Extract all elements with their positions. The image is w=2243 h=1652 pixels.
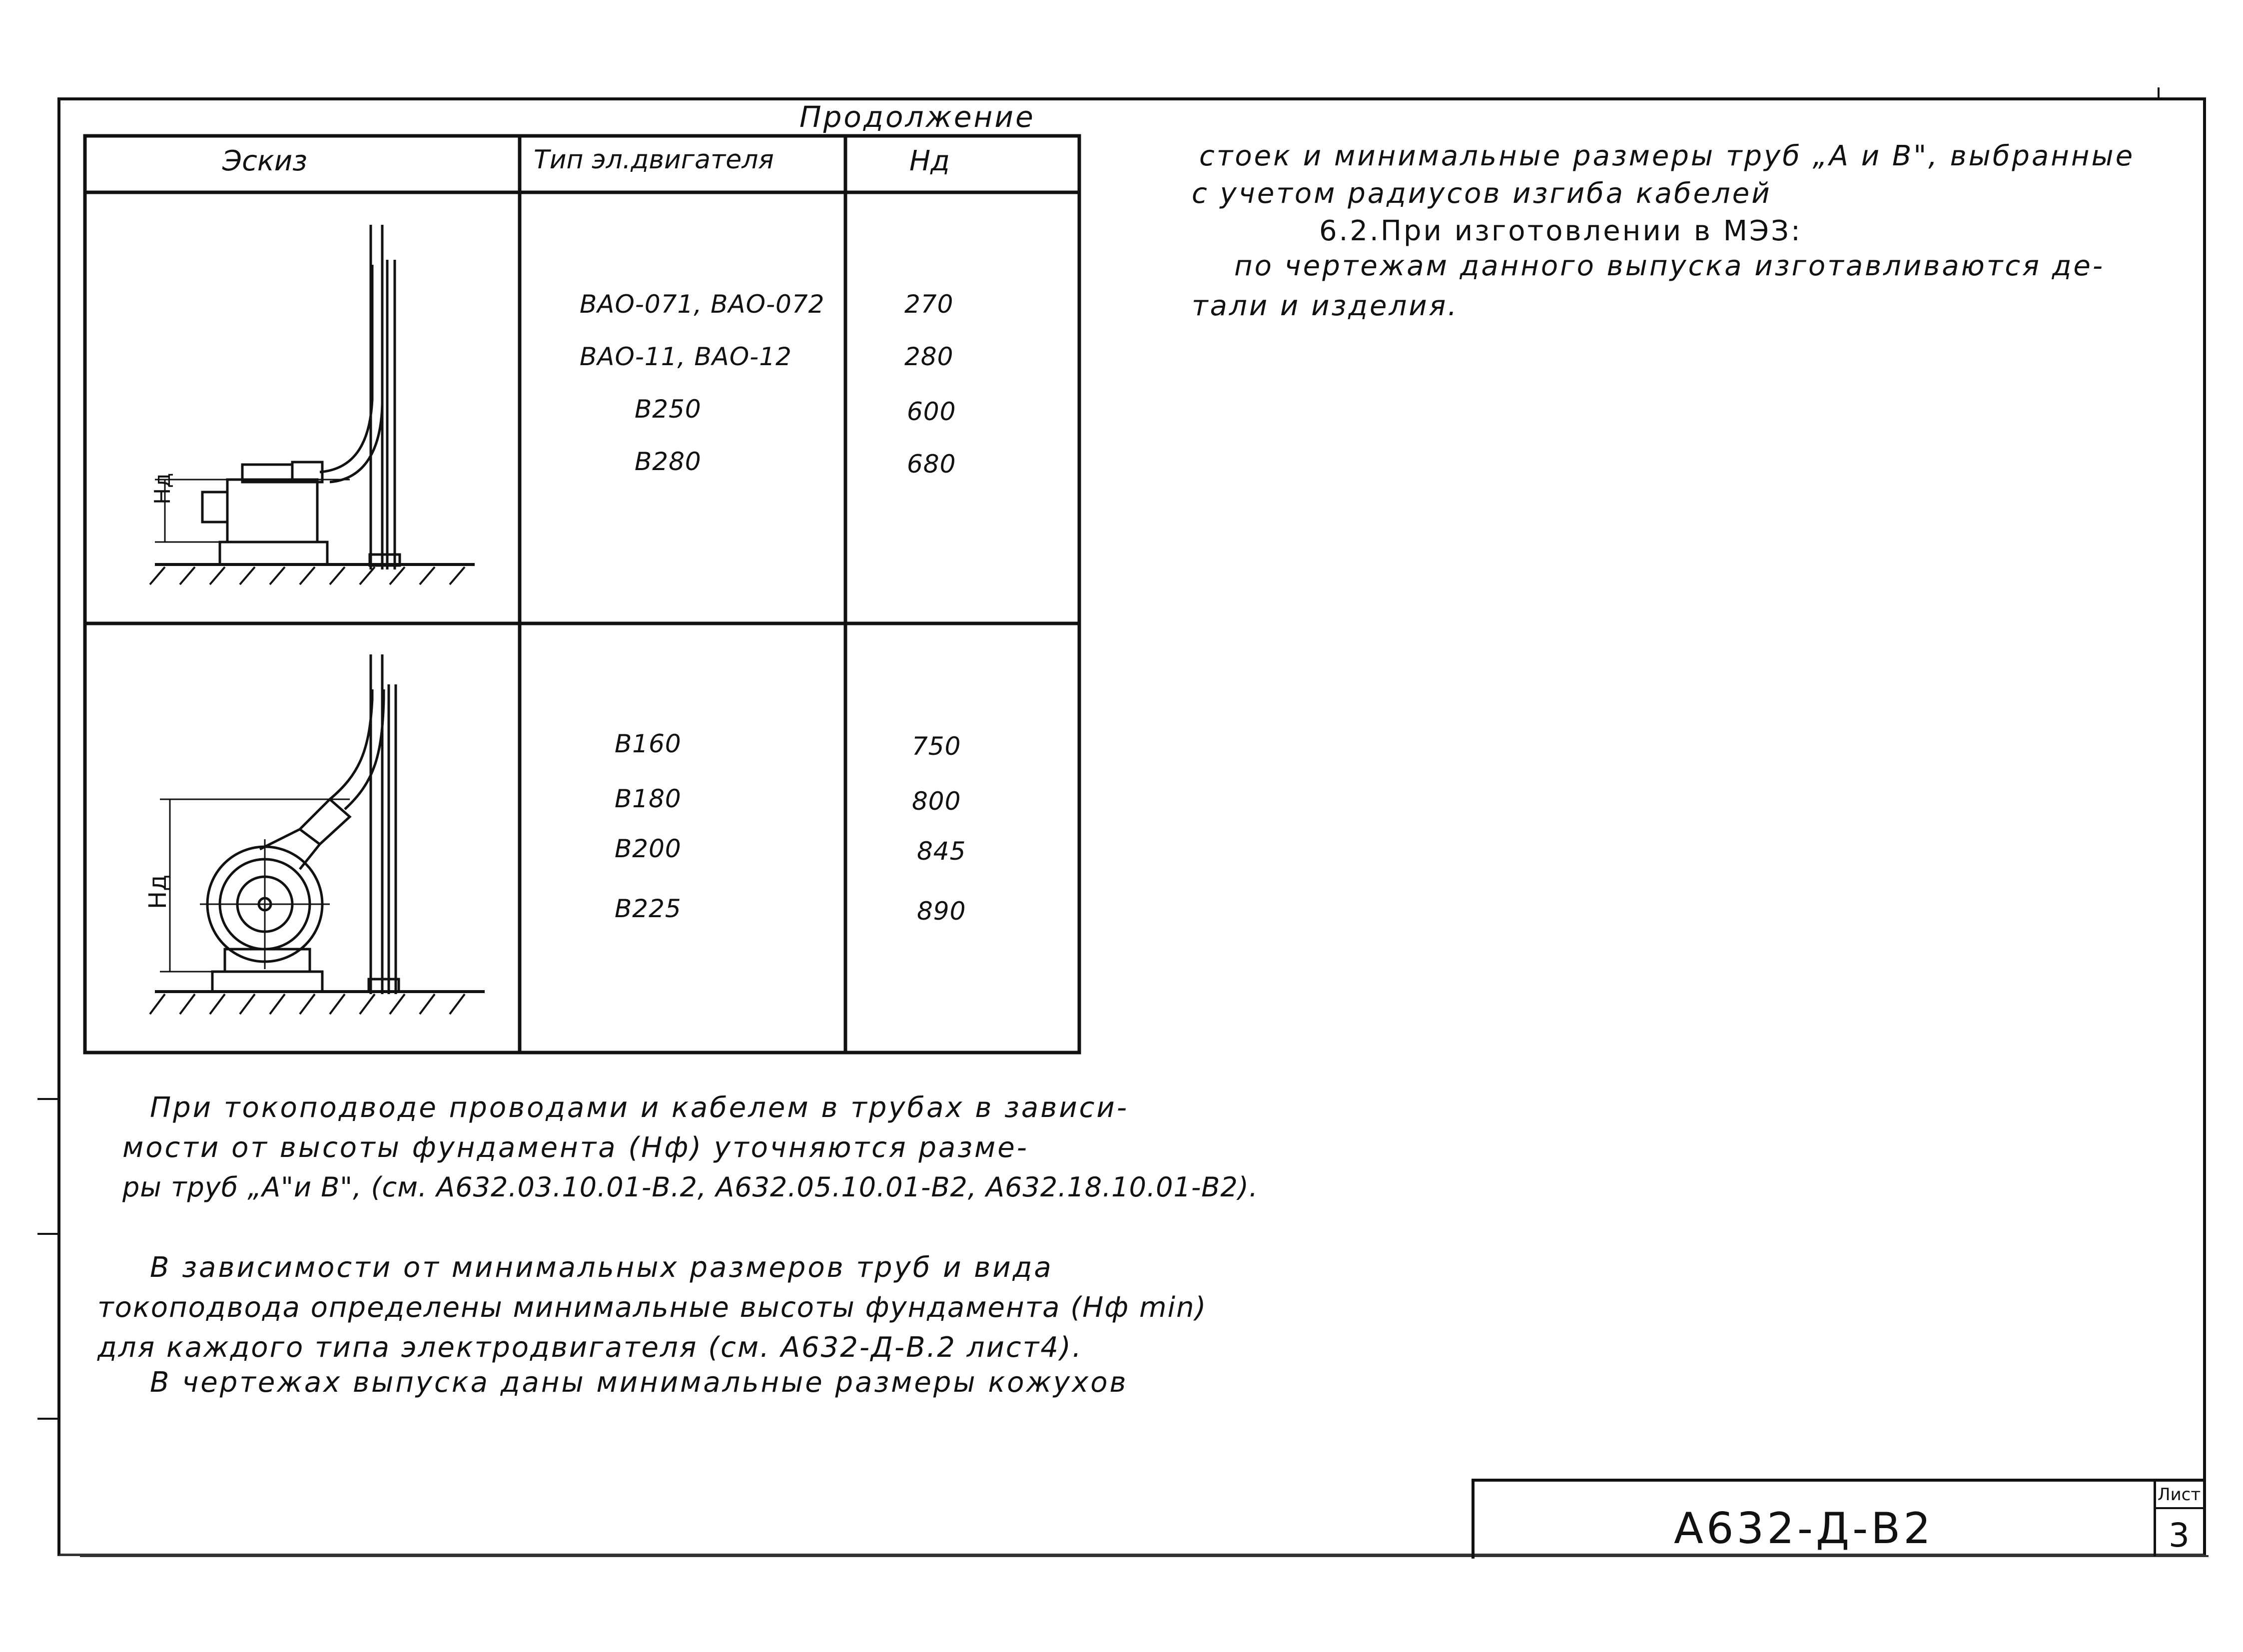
row2-value-1: 750 xyxy=(912,732,961,761)
sheet-box-divider xyxy=(2156,1507,2206,1509)
sheet-number: 3 xyxy=(2169,1516,2190,1555)
row1-type-2: ВАО-11, ВАО-12 xyxy=(580,342,792,371)
row1-value-1: 270 xyxy=(904,290,954,319)
document-code: А632-Д-В2 xyxy=(1674,1504,1934,1554)
right-line5: тали и изделия. xyxy=(1192,290,1459,322)
right-line3: 6.2.При изготовлении в МЭЗ: xyxy=(1319,215,1802,247)
margin-ticks xyxy=(37,87,2159,1419)
para1-line1: При токоподводе проводами и кабелем в трубах в зависи- xyxy=(150,1092,1129,1124)
row1-type-3: В250 xyxy=(635,395,702,424)
row2-value-2: 800 xyxy=(912,787,961,816)
row2-type-4: В225 xyxy=(615,894,682,923)
sketch-1-motor-small xyxy=(150,225,475,584)
para2-line3: для каждого типа электродвигателя (см. А632-Д-В.2 лист4). xyxy=(97,1331,1083,1364)
sketch-1-hd-label: Нд xyxy=(150,473,175,505)
row2-value-4: 890 xyxy=(917,897,966,926)
row1-value-2: 280 xyxy=(904,342,954,371)
right-line1: стоек и минимальные размеры труб „А и В", выбранные xyxy=(1199,140,2135,172)
right-line4: по чертежам данного выпуска изготавливаются де- xyxy=(1234,250,2105,282)
header-hd: Нд xyxy=(909,145,950,177)
para1-line3: ры труб „А"и В", (см. А632.03.10.01-В.2, А632.05.10.01-В2, А632.18.10.01-В2). xyxy=(122,1171,1258,1203)
para2-line2: токоподвода определены минимальные высоты фундамента (Нф min) xyxy=(97,1291,1207,1324)
sketch-2-motor-large xyxy=(150,654,485,1014)
row2-type-2: В180 xyxy=(615,784,682,813)
row1-type-1: ВАО-071, ВАО-072 xyxy=(580,290,825,319)
para2-line4: В чертежах выпуска даны минимальные размеры кожухов xyxy=(150,1366,1128,1399)
continuation-label: Продолжение xyxy=(799,100,1035,134)
para2-line1: В зависимости от минимальных размеров труб и вида xyxy=(150,1251,1053,1284)
para1-line2: мости от высоты фундамента (Нф) уточняются разме- xyxy=(122,1131,1029,1164)
right-line2: с учетом радиусов изгиба кабелей xyxy=(1192,177,1772,210)
header-motor-type: Тип эл.двигателя xyxy=(534,145,774,175)
sheet-label: Лист xyxy=(2158,1485,2201,1505)
row2-type-1: В160 xyxy=(615,729,682,758)
row2-value-3: 845 xyxy=(917,837,966,866)
header-sketch: Эскиз xyxy=(222,145,307,177)
row2-type-3: В200 xyxy=(615,834,682,863)
row1-value-4: 680 xyxy=(907,450,956,479)
row1-value-3: 600 xyxy=(907,397,956,426)
row1-type-4: В280 xyxy=(635,447,702,476)
sketch-2-hd-label: Нд xyxy=(144,874,172,909)
